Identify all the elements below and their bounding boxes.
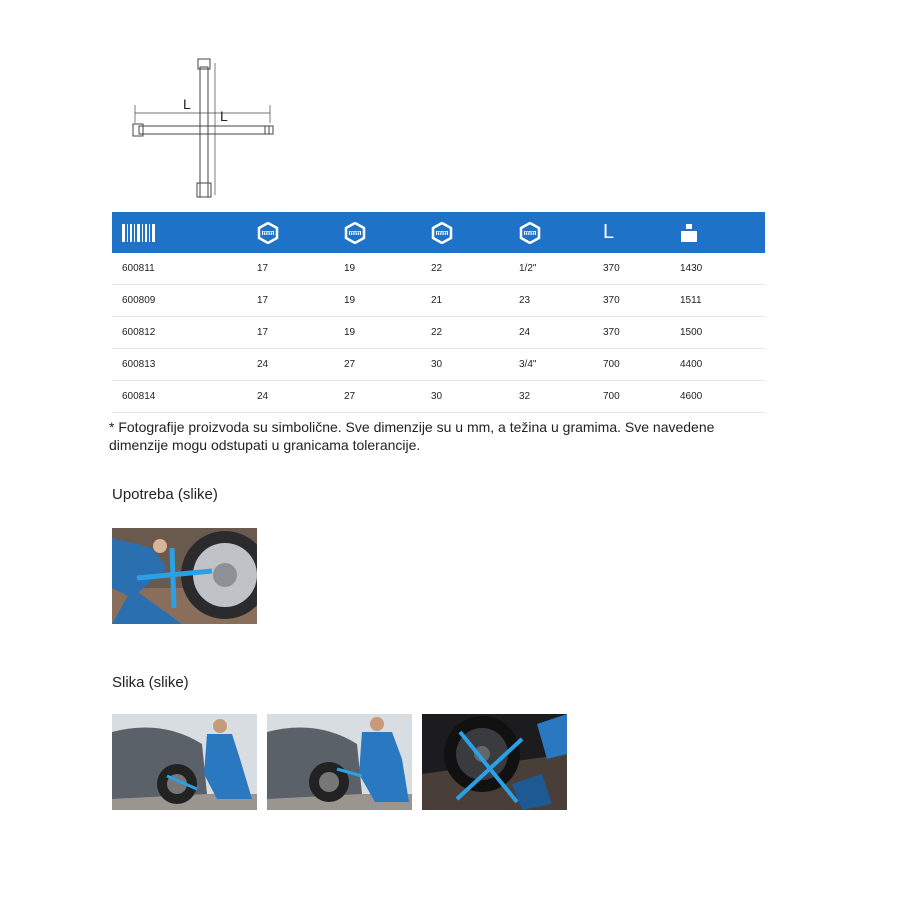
gallery-photo-2[interactable] — [267, 714, 412, 810]
hex-mm-icon — [344, 222, 366, 244]
cell-socket-size-4: 3/4" — [509, 349, 593, 381]
cell-socket-size-3: 30 — [421, 381, 509, 413]
cell-socket-size-4: 1/2" — [509, 253, 593, 285]
table-header-row — [112, 212, 765, 253]
hex-mm-icon — [431, 222, 453, 244]
header-article-number — [112, 212, 247, 253]
header-socket-2 — [334, 212, 421, 253]
cell-weight: 1500 — [670, 317, 765, 349]
svg-text:mm: mm — [349, 230, 361, 237]
header-length — [593, 212, 670, 253]
disclaimer-note: * Fotografije proizvoda su simbolične. Sve dimenzije su u mm, a težina u gramima. Sve navedene dimenzije mogu odstupati u granicama tolerancije. — [109, 419, 715, 453]
svg-text:mm: mm — [524, 230, 536, 237]
cell-socket-size-3: 30 — [421, 349, 509, 381]
cross-wrench-diagram — [125, 55, 285, 205]
length-L-icon: L — [603, 221, 615, 243]
gallery-photo-3[interactable] — [422, 714, 567, 810]
cell-article-number: 600813 — [112, 349, 247, 381]
cell-article-number: 600812 — [112, 317, 247, 349]
cell-socket-size-4: 24 — [509, 317, 593, 349]
cell-socket-size-3: 21 — [421, 285, 509, 317]
header-socket-1 — [247, 212, 334, 253]
cell-socket-size-1: 17 — [247, 285, 334, 317]
cell-socket-size-1: 24 — [247, 381, 334, 413]
barcode-icon — [122, 223, 156, 243]
table-row — [112, 381, 765, 413]
cell-socket-size-2: 27 — [334, 381, 421, 413]
images-section-title: Slika (slike) — [112, 674, 189, 691]
cell-socket-size-2: 27 — [334, 349, 421, 381]
header-weight — [670, 212, 765, 253]
cell-length: 370 — [593, 317, 670, 349]
cell-weight: 1511 — [670, 285, 765, 317]
cell-socket-size-3: 22 — [421, 317, 509, 349]
hex-mm-icon — [257, 222, 279, 244]
cell-length: 700 — [593, 349, 670, 381]
usage-section-title: Upotreba (slike) — [112, 486, 218, 503]
cell-socket-size-2: 19 — [334, 317, 421, 349]
table-row — [112, 285, 765, 317]
cell-weight: 4400 — [670, 349, 765, 381]
table-row — [112, 253, 765, 285]
weight-icon — [680, 223, 698, 243]
cell-socket-size-4: 32 — [509, 381, 593, 413]
cell-article-number: 600811 — [112, 253, 247, 285]
gallery-photo-1[interactable] — [112, 714, 257, 810]
dimension-label-left: L — [183, 96, 191, 112]
cell-socket-size-1: 17 — [247, 253, 334, 285]
table-row — [112, 317, 765, 349]
spec-table — [112, 212, 765, 413]
cell-length: 370 — [593, 285, 670, 317]
svg-text:mm: mm — [262, 230, 274, 237]
cell-length: 700 — [593, 381, 670, 413]
cell-socket-size-1: 17 — [247, 317, 334, 349]
header-socket-3 — [421, 212, 509, 253]
cell-article-number: 600809 — [112, 285, 247, 317]
cell-weight: 1430 — [670, 253, 765, 285]
dimension-label-right: L — [220, 108, 228, 124]
hex-mm-icon — [519, 222, 541, 244]
cell-socket-size-1: 24 — [247, 349, 334, 381]
header-socket-4 — [509, 212, 593, 253]
cell-socket-size-2: 19 — [334, 285, 421, 317]
cell-socket-size-3: 22 — [421, 253, 509, 285]
cell-socket-size-4: 23 — [509, 285, 593, 317]
cell-article-number: 600814 — [112, 381, 247, 413]
usage-photo[interactable] — [112, 528, 257, 624]
cell-socket-size-2: 19 — [334, 253, 421, 285]
cell-weight: 4600 — [670, 381, 765, 413]
table-row — [112, 349, 765, 381]
cell-length: 370 — [593, 253, 670, 285]
svg-text:mm: mm — [436, 230, 448, 237]
